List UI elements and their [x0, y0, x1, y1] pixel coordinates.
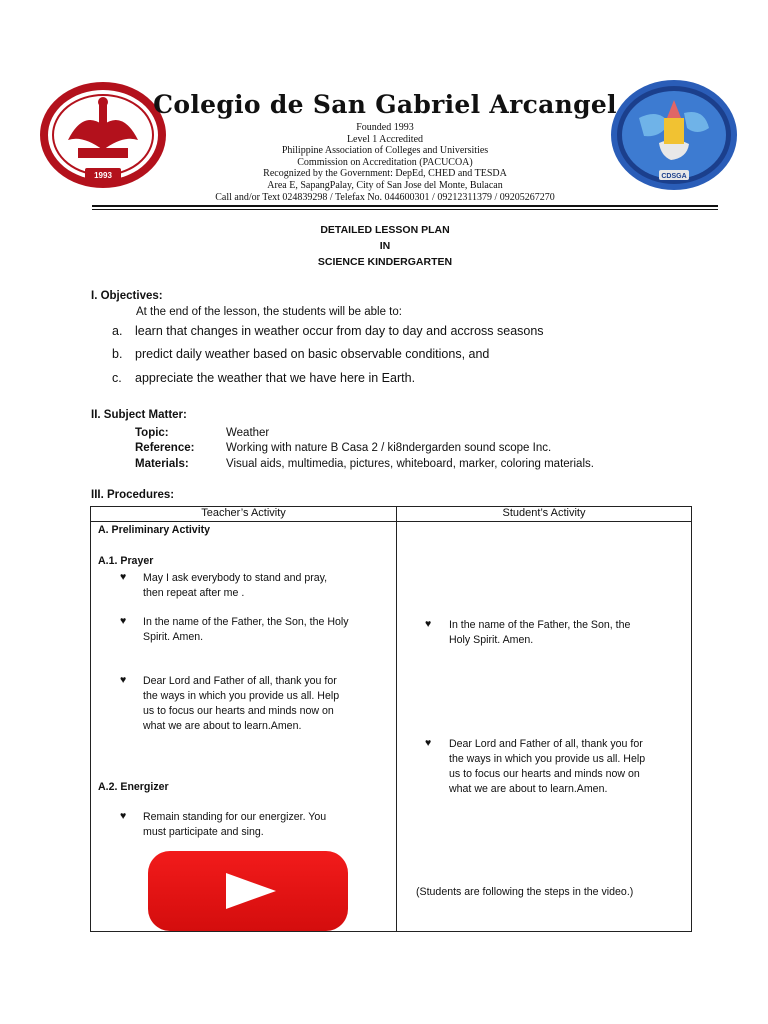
teacher-item [143, 615, 349, 645]
header-line: Recognized by the Government: DepEd, CHED and TESDA [263, 168, 507, 180]
item-line: what we are about to learn.Amen. [143, 720, 302, 732]
school-name: Colegio de San Gabriel Arcangel [153, 90, 617, 119]
prayer-heading: A.1. Prayer [98, 555, 154, 567]
globe-seal-logo [609, 78, 739, 193]
header-line: Level 1 Accredited [346, 133, 424, 145]
reference-value: Working with nature B Casa 2 / ki8ndergarden sound scope Inc. [226, 442, 552, 454]
item-line: the ways in which you provide us all. Help [143, 690, 340, 702]
item-line: us to focus our hearts and minds now on [143, 705, 334, 717]
objective-letter: a. [112, 324, 123, 338]
item-line: Dear Lord and Father of all, thank you for [449, 738, 643, 750]
header-line: Area E, SapangPalay, City of San Jose del Monte, Bulacan [267, 179, 503, 191]
preliminary-activity-heading: A. Preliminary Activity [98, 524, 211, 536]
header-line: Philippine Association of Colleges and Universities [281, 145, 489, 157]
objective-item: appreciate the weather that we have here in Earth. [135, 371, 416, 385]
table-column-divider [396, 506, 397, 932]
objective-letter: b. [112, 347, 123, 361]
item-line: Holy Spirit. Amen. [449, 634, 534, 646]
item-line: what we are about to learn.Amen. [449, 783, 608, 795]
student-note: (Students are following the steps in the video.) [416, 886, 634, 898]
heart-bullet-icon: ♥ [120, 571, 127, 583]
item-line: Spirit. Amen. [143, 631, 204, 643]
student-item [449, 618, 630, 648]
materials-value: Visual aids, multimedia, pictures, whiteboard, marker, coloring materials. [226, 458, 594, 470]
topic-label: Topic: [135, 427, 169, 439]
heart-bullet-icon: ♥ [120, 810, 127, 822]
objective-item: predict daily weather based on basic observable conditions, and [135, 347, 490, 361]
topic-value: Weather [226, 427, 270, 439]
item-line: In the name of the Father, the Son, the [449, 619, 631, 631]
school-details [170, 122, 600, 203]
reference-label: Reference: [135, 442, 195, 454]
item-line: the ways in which you provide us all. Help [449, 753, 646, 765]
teacher-item [143, 810, 326, 840]
heart-bullet-icon: ♥ [120, 615, 127, 627]
item-line: Dear Lord and Father of all, thank you for [143, 675, 337, 687]
header-line: Call and/or Text 024839298 / Telefax No. 044600301 / 09212311379 / 09205267270 [215, 191, 555, 203]
header-line: Commission on Accreditation (PACUCOA) [297, 156, 473, 168]
subject-matter-heading: II. Subject Matter: [91, 409, 187, 421]
video-play-button[interactable] [148, 851, 348, 931]
item-line: then repeat after me . [143, 587, 245, 599]
play-icon [148, 851, 348, 931]
table-header-divider [90, 521, 692, 522]
header-line: Founded 1993 [356, 122, 414, 133]
title-line: SCIENCE KINDERGARTEN [317, 256, 453, 268]
header-divider [92, 205, 718, 207]
item-line: Remain standing for our energizer. You [143, 811, 327, 823]
teacher-activity-header: Teacher’s Activity [201, 507, 286, 519]
heart-bullet-icon: ♥ [120, 674, 127, 686]
student-activity-header: Student’s Activity [502, 507, 586, 519]
title-line: DETAILED LESSON PLAN [320, 224, 450, 236]
procedures-heading: III. Procedures: [91, 489, 175, 501]
item-line: In the name of the Father, the Son, the Holy [143, 616, 349, 628]
header-divider-thin [92, 209, 718, 210]
objectives-heading: I. Objectives: [91, 290, 163, 302]
materials-label: Materials: [135, 458, 189, 470]
energizer-heading: A.2. Energizer [98, 781, 169, 793]
item-line: May I ask everybody to stand and pray, [143, 572, 328, 584]
seal-badge-text: CDSGA [661, 173, 687, 180]
objective-item: learn that changes in weather occur from day to day and accross seasons [135, 324, 544, 338]
school-seal-logo [38, 80, 168, 190]
item-line: us to focus our hearts and minds now on [449, 768, 640, 780]
heart-bullet-icon: ♥ [425, 737, 432, 749]
seal-year: 1993 [94, 171, 112, 180]
objectives-intro: At the end of the lesson, the students will be able to: [136, 306, 402, 318]
lesson-plan-title [250, 222, 520, 270]
student-item [449, 737, 645, 797]
item-line: must participate and sing. [143, 826, 264, 838]
heart-bullet-icon: ♥ [425, 618, 432, 630]
objective-letter: c. [112, 371, 122, 385]
teacher-item [143, 571, 327, 601]
teacher-item [143, 674, 339, 734]
title-line: IN [379, 240, 391, 252]
